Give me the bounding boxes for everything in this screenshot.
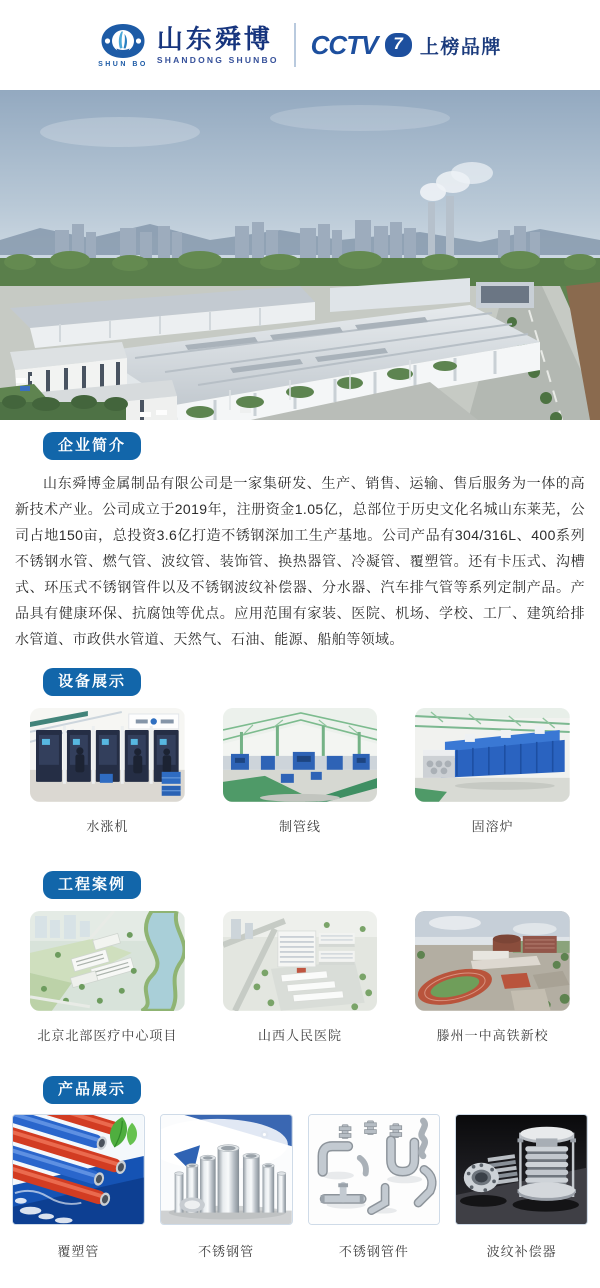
equipment-caption: 制管线 — [278, 818, 321, 834]
cctv-logo-text: CCTV — [310, 29, 378, 60]
project-item — [415, 911, 570, 1044]
equipment-photo-solution-furnace — [415, 708, 570, 802]
company-intro-badge: 企业简介 — [43, 432, 141, 460]
product-item — [160, 1114, 293, 1260]
brand-logo-block — [98, 23, 279, 68]
project-item — [223, 911, 378, 1044]
product-photo-pipe-fittings — [308, 1114, 441, 1225]
brand-text — [156, 23, 279, 65]
product-photo-coated-pipe — [12, 1114, 145, 1225]
stainless-fittings-illustration — [309, 1115, 440, 1224]
brand-name-cn: 山东舜博 — [156, 23, 273, 54]
project-photo-beijing-medical-center — [30, 911, 185, 1011]
beijing-medical-center-illustration — [30, 911, 185, 1011]
section-company-intro — [0, 432, 600, 652]
product-caption: 覆塑管 — [57, 1243, 100, 1259]
logo-subtext: SHUN BO — [98, 60, 148, 68]
equipment-photo-pipe-line — [223, 708, 378, 802]
brand-logo — [98, 23, 148, 68]
project-caption: 滕州一中高铁新校 — [436, 1027, 549, 1043]
stainless-steel-pipes-illustration — [161, 1115, 292, 1224]
product-caption: 不锈钢管件 — [338, 1243, 409, 1259]
equipment-badge: 设备展示 — [43, 668, 141, 696]
cctv-channel-7-icon: 7 — [385, 33, 411, 57]
shanxi-peoples-hospital-illustration — [223, 911, 378, 1011]
product-caption: 不锈钢管 — [198, 1243, 255, 1259]
section-projects — [0, 871, 600, 1044]
equipment-item — [223, 708, 378, 835]
product-photo-bellows-compensator — [455, 1114, 588, 1225]
equipment-item — [415, 708, 570, 835]
product-photo-stainless-pipe — [160, 1114, 293, 1225]
products-gallery — [0, 1114, 600, 1260]
brand-name-en: SHANDONG SHUNBO — [156, 54, 279, 65]
section-equipment — [0, 668, 600, 835]
projects-gallery — [0, 911, 600, 1044]
tengzhou-school-illustration — [415, 911, 570, 1011]
factory-aerial-illustration — [0, 90, 600, 420]
equipment-gallery — [0, 708, 600, 835]
header-divider — [294, 23, 296, 67]
equipment-caption: 固溶炉 — [471, 818, 514, 834]
water-expander-illustration — [30, 708, 185, 802]
plastic-coated-pipes-illustration — [13, 1115, 144, 1224]
project-caption: 北京北部医疗中心项目 — [37, 1027, 178, 1043]
project-caption: 山西人民医院 — [257, 1027, 342, 1043]
company-intro-paragraph: 山东舜博金属制品有限公司是一家集研发、生产、销售、运输、售后服务为一体的高新技术产业。公司成立于2019年，注册资金1.05亿，总部位于历史文化名城山东莱芜，公司占地150亩，总投资3.6亿打造不锈钢深加工生产基地。公司产品有304/316L、400系列不锈钢水管、燃气管、波纹管、装饰管、换热器管、冷凝管、覆塑管。还有卡压式、沟槽式、环压式不锈钢管件以及不锈钢波纹补偿器、分水器、汽车排气管等系列定制产品。产品具有健康环保、抗腐蚀等优点。应用范围有家装、医院、机场、学校、工厂、建筑给排水管道、市政供水管道、天然气、石油、能源、船舶等领域。 — [15, 475, 585, 647]
equipment-item — [30, 708, 185, 835]
product-caption: 波纹补偿器 — [486, 1243, 557, 1259]
product-item — [455, 1114, 588, 1260]
header — [0, 0, 600, 90]
equipment-caption: 水涨机 — [86, 818, 129, 834]
award-label: 上榜品牌 — [419, 36, 502, 58]
project-photo-tengzhou-school — [415, 911, 570, 1011]
product-item — [12, 1114, 145, 1260]
cctv-brand-block — [311, 30, 502, 61]
section-products — [0, 1076, 600, 1260]
products-badge: 产品展示 — [43, 1076, 141, 1104]
page-bottom-spacer — [0, 1260, 600, 1288]
equipment-photo-water-expander — [30, 708, 185, 802]
bellows-compensator-illustration — [456, 1115, 587, 1224]
projects-badge: 工程案例 — [43, 871, 141, 899]
project-photo-shanxi-hospital — [223, 911, 378, 1011]
solution-furnace-illustration — [415, 708, 570, 802]
shunbo-eye-sail-icon — [100, 23, 146, 60]
product-item — [308, 1114, 441, 1260]
hero-factory-aerial-photo — [0, 90, 600, 420]
project-item — [30, 911, 185, 1044]
pipe-production-line-illustration — [223, 708, 378, 802]
